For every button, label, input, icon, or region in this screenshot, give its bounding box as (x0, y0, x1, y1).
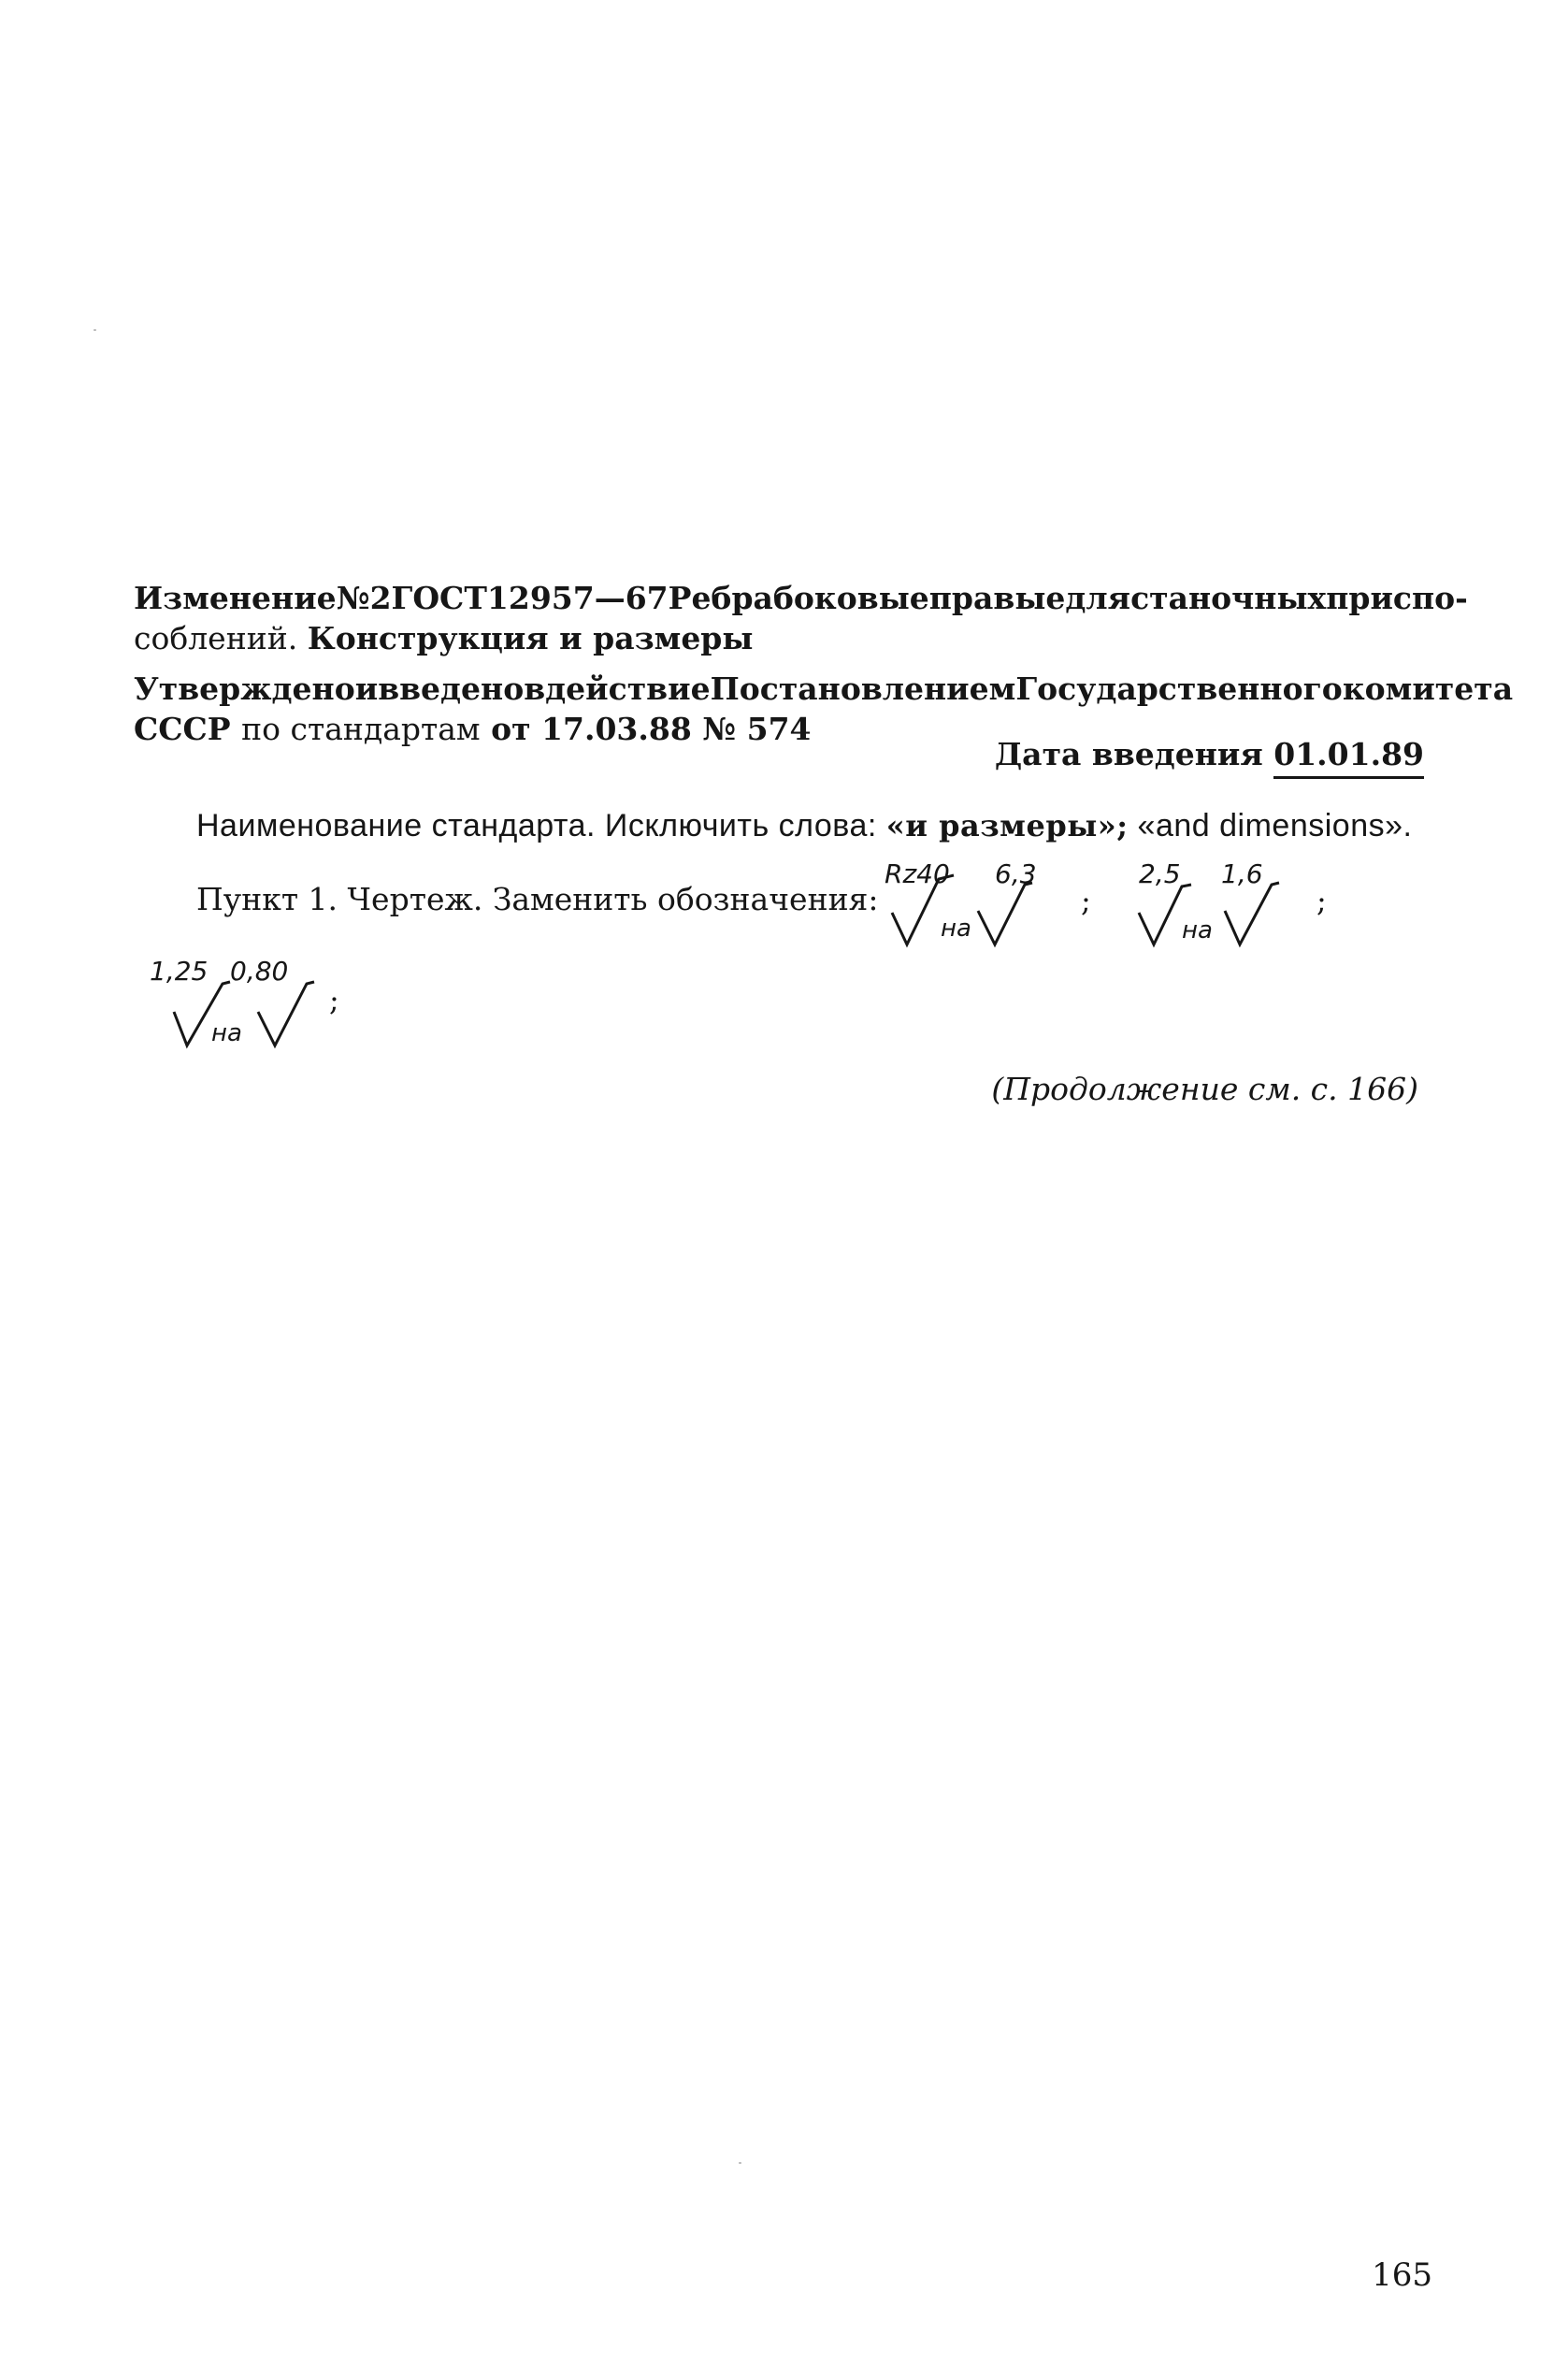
effective-date-value: 01.01.89 (1273, 734, 1424, 779)
roughness-new-value: 0,80 (230, 956, 289, 987)
point-1-paragraph (196, 879, 879, 919)
effective-date-label: Дата введения (994, 736, 1263, 772)
approval-word: введено (378, 670, 525, 707)
excluded-words-ru: «и размеры»; (885, 808, 1129, 843)
roughness-new-value: 1,6 (1221, 858, 1263, 889)
title-word: ГОСТ (391, 580, 487, 616)
effective-date (995, 734, 1424, 779)
title-word: приспо- (1326, 580, 1468, 616)
approval-word: действие (545, 670, 711, 707)
title-word: Ребра (668, 580, 773, 616)
title-line-1 (134, 578, 1468, 618)
title-word: 2 (369, 580, 392, 616)
approval-word: от 17.03.88 № 574 (491, 711, 812, 747)
title-word: № (336, 580, 370, 616)
roughness-old-value: Rz40 (885, 858, 950, 889)
roughness-connector: на (941, 915, 971, 943)
roughness-replacement-2 (1135, 858, 1303, 952)
roughness-replacement-3 (150, 956, 327, 1055)
approval-word: и (354, 670, 379, 707)
standard-name-paragraph (196, 806, 1412, 846)
separator-semicolon: ; (1081, 883, 1091, 918)
approval-word: в (524, 670, 546, 707)
roughness-old-value: 2,5 (1139, 858, 1181, 889)
continuation-note: (Продолжение см. с. 166) (991, 1071, 1418, 1107)
approval-line-1 (134, 669, 1514, 709)
scan-speck (94, 329, 96, 331)
roughness-connector: на (211, 1019, 242, 1047)
scan-speck (739, 2162, 741, 2164)
title-word: для (1065, 580, 1131, 616)
approval-word: комитета (1342, 670, 1514, 707)
title-line-2 (134, 618, 1424, 658)
excluded-words-en: «and dimensions». (1137, 808, 1413, 843)
amendment-title (134, 578, 1468, 658)
title-word: станочных (1130, 580, 1327, 616)
title-word: соблений. (134, 620, 298, 656)
roughness-replacement-1 (885, 858, 1053, 952)
approval-word: Государственного (1015, 670, 1343, 707)
roughness-old-value: 1,25 (150, 956, 209, 987)
paragraph-text: Пункт 1. Чертеж. Заменить обозначения: (196, 881, 879, 917)
roughness-new-value: 6,3 (995, 858, 1037, 889)
paragraph-text: Наименование стандарта. Исключить слова: (196, 808, 877, 843)
separator-semicolon: ; (1316, 883, 1327, 918)
separator-semicolon: ; (329, 982, 339, 1017)
page-number: 165 (1372, 2256, 1432, 2294)
roughness-check-icon (1135, 858, 1303, 952)
title-word: правые (928, 580, 1066, 616)
title-word: 12957—67 (486, 580, 669, 616)
approval-word: по стандартам (241, 711, 481, 747)
roughness-connector: на (1182, 916, 1213, 944)
title-word: Конструкция и размеры (307, 620, 754, 656)
title-word: Изменение (134, 580, 337, 616)
approval-word: СССР (134, 711, 231, 747)
approval-word: Утверждено (134, 670, 355, 707)
title-word: боковые (772, 580, 929, 616)
approval-word: Постановлением (710, 670, 1016, 707)
